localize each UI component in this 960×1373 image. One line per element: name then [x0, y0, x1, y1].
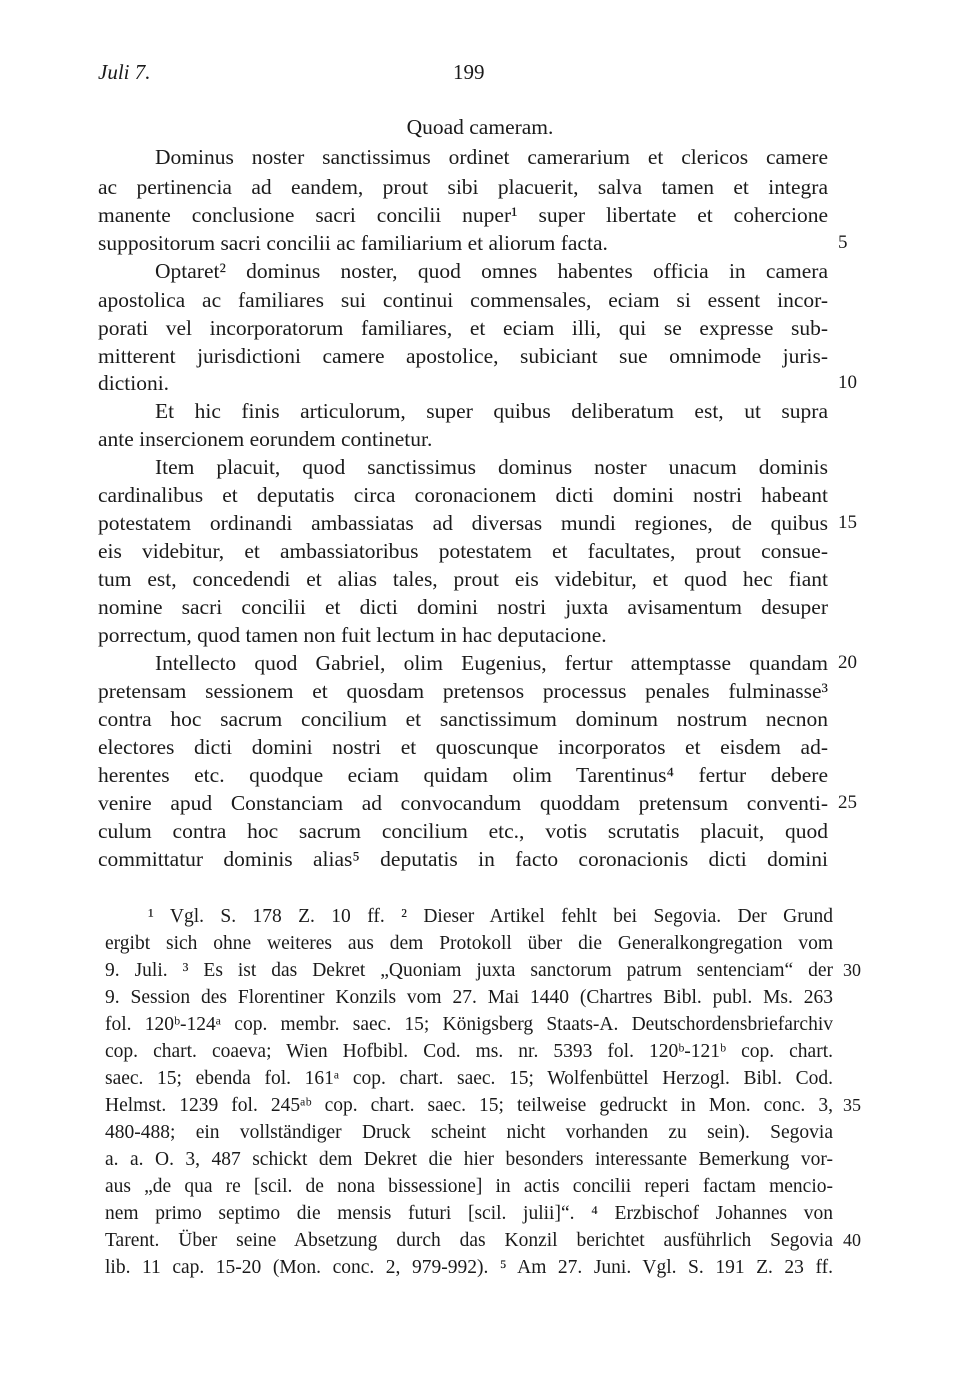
body-line: dictioni. [98, 371, 170, 395]
footnote-line: ergibt sich ohne weiteres aus dem Protokoll über die Generalkongregation vom [105, 933, 833, 954]
body-line: suppositorum sacri concilii ac familiarium et aliorum facta. [98, 231, 608, 255]
footnote-line: lib. 11 cap. 15-20 (Mon. conc. 2, 979-992). ⁵ Am 27. Juni. Vgl. S. 191 Z. 23 ff. [105, 1257, 833, 1278]
body-line: ac pertinencia ad eandem, prout sibi placuerit, salva tamen et integra [98, 175, 828, 199]
line-number: 10 [838, 372, 857, 393]
footnote-line: Tarent. Über seine Absetzung durch das Konzil berichtet ausführlich Segovia [105, 1230, 833, 1251]
body-line: tum est, concedendi et alias tales, prout eis videbitur, et quod hec fiant [98, 567, 828, 591]
line-number: 25 [838, 792, 857, 813]
line-number: 5 [838, 232, 848, 253]
running-head [0, 60, 960, 90]
footnote-line: cop. chart. coaeva; Wien Hofbibl. Cod. ms. nr. 5393 fol. 120ᵇ-121ᵇ cop. chart. [105, 1041, 833, 1062]
body-line: porati vel incorporatorum familiares, et eciam illi, qui se expresse sub- [98, 316, 828, 340]
body-line: Optaret² dominus noster, quod omnes habentes officia in camera [155, 259, 828, 283]
body-line: potestatem ordinandi ambassiatas ad diversas mundi regiones, de quibus [98, 511, 828, 535]
body-line: pretensam sessionem et quosdam pretensos processus penales fulminasse³ [98, 679, 828, 703]
page-number: 199 [453, 60, 485, 84]
footnote-line: nem primo septimo die mensis futuri [scil. julii]“. ⁴ Erzbischof Johannes von [105, 1203, 833, 1224]
footnote-line: a. a. O. 3, 487 schickt dem Dekret die hier besonders interessante Bemerkung vor- [105, 1149, 833, 1170]
body-line: nomine sacri concilii et dicti domini nostri juxta avisamentum desuper [98, 595, 828, 619]
footnote-line: Helmst. 1239 fol. 245ᵃᵇ cop. chart. saec. 15; teilweise gedruckt in Mon. conc. 3, [105, 1095, 833, 1116]
body-line: apostolica ac familiares sui continui commensales, eciam si essent incor- [98, 288, 828, 312]
body-line: venire apud Constanciam ad convocandum quoddam pretensum conventi- [98, 791, 828, 815]
footnote-line: ¹ Vgl. S. 178 Z. 10 ff. ² Dieser Artikel fehlt bei Segovia. Der Grund [148, 906, 833, 927]
body-line: Dominus noster sanctissimus ordinet camerarium et clericos camere [155, 145, 828, 169]
body-line: manente conclusione sacri concilii nuper¹ super libertate et cohercione [98, 203, 828, 227]
line-number: 15 [838, 512, 857, 533]
body-line: herentes etc. quodque eciam quidam olim Tarentinus⁴ fertur debere [98, 763, 828, 787]
body-line: Et hic finis articulorum, super quibus deliberatum est, ut supra [155, 399, 828, 423]
body-line: committatur dominis alias⁵ deputatis in facto coronacionis dicti domini [98, 847, 828, 871]
line-number: 35 [843, 1095, 861, 1115]
body-line: mitterent jurisdictioni camere apostolice, subiciant sue omnimode juris- [98, 344, 828, 368]
body-line: Item placuit, quod sanctissimus dominus noster unacum dominis [155, 455, 828, 479]
line-number: 20 [838, 652, 857, 673]
section-heading: Quoad cameram. [406, 115, 554, 139]
body-line: electores dicti domini nostri et quoscunque incorporatos et eisdem ad- [98, 735, 828, 759]
footnote-line: 9. Session des Florentiner Konzils vom 27. Mai 1440 (Chartres Bibl. publ. Ms. 263 [105, 987, 833, 1008]
body-line: ante insercionem eorundem continetur. [98, 427, 433, 451]
line-number: 40 [843, 1230, 861, 1250]
line-number: 30 [843, 960, 861, 980]
footnote-line: 480-488; ein vollständiger Druck scheint nicht vorhanden zu sein). Segovia [105, 1122, 833, 1143]
footnote-line: 9. Juli. ³ Es ist das Dekret „Quoniam juxta sanctorum patrum sentenciam“ der [105, 960, 833, 981]
body-line: porrectum, quod tamen non fuit lectum in hac deputacione. [98, 623, 607, 647]
body-line: culum contra hoc sacrum concilium etc., votis scrutatis placuit, quod [98, 819, 828, 843]
footnote-line: fol. 120ᵇ-124ᵃ cop. membr. saec. 15; Königsberg Staats-A. Deutschordensbriefarchiv [105, 1014, 833, 1035]
footnote-line: saec. 15; ebenda fol. 161ᵃ cop. chart. saec. 15; Wolfenbüttel Herzogl. Bibl. Cod. [105, 1068, 833, 1089]
body-line: contra hoc sacrum concilium et sanctissimum dominum nostrum necnon [98, 707, 828, 731]
body-line: eis videbitur, et ambassiatoribus potestatem et facultates, prout consue- [98, 539, 828, 563]
running-head-date: Juli 7. [98, 60, 151, 84]
body-line: cardinalibus et deputatis circa coronacionem dicti domini nostri habeant [98, 483, 828, 507]
body-line: Intellecto quod Gabriel, olim Eugenius, fertur attemptasse quandam [155, 651, 828, 675]
footnote-line: aus „de qua re [scil. de nona bissessione] in actis concilii reperi factam mencio- [105, 1176, 833, 1197]
